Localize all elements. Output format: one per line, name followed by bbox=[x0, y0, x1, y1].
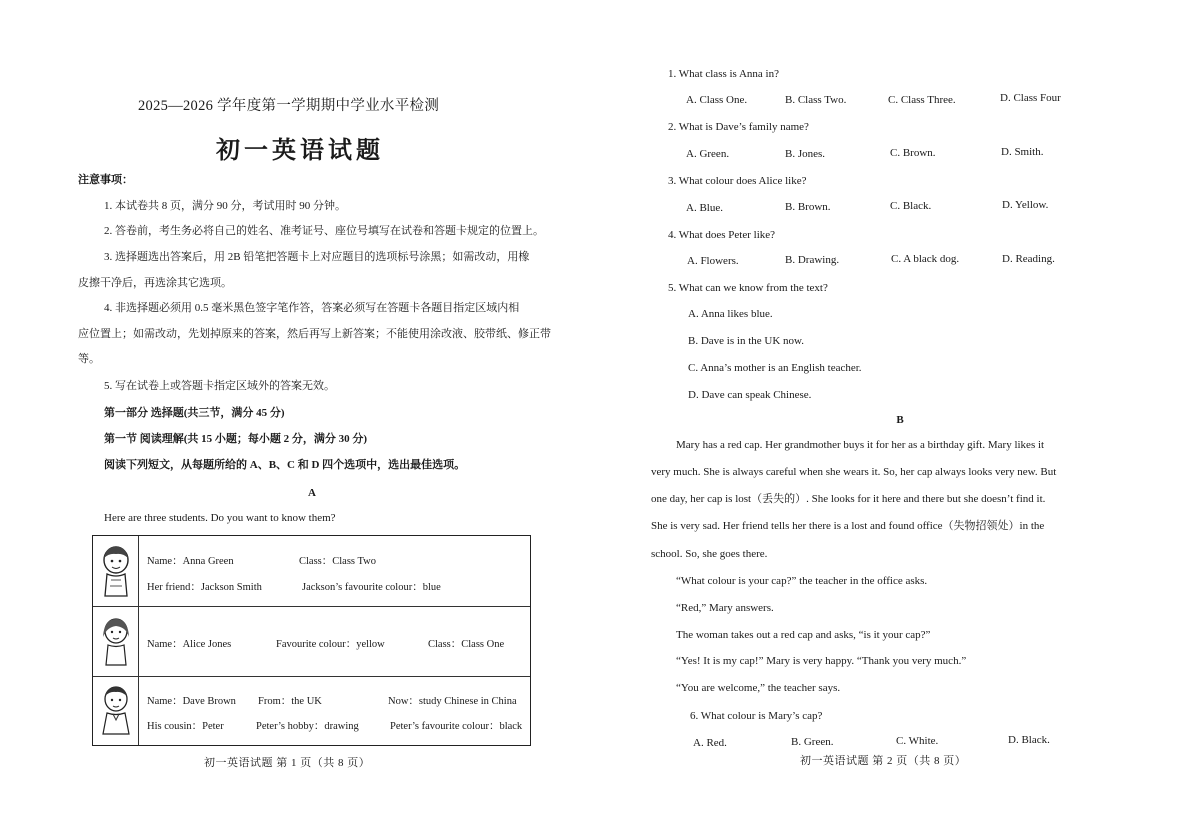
q2-option-c: C. Brown. bbox=[890, 147, 936, 159]
notes-heading: 注意事项： bbox=[78, 174, 133, 186]
note-2: 2. 答卷前，考生务必将自己的姓名、准考证号、座位号填写在试卷和答题卡规定的位置上。 bbox=[104, 225, 544, 237]
peter-hobby: Peter’s hobby：drawing bbox=[256, 721, 359, 732]
passage-b-line: The woman takes out a red cap and asks, “is it your cap?” bbox=[676, 629, 931, 641]
alice-name: Name：Alice Jones bbox=[147, 639, 232, 650]
anna-name: Name：Anna Green bbox=[147, 556, 234, 567]
anna-friend: Her friend：Jackson Smith bbox=[147, 582, 262, 593]
note-4-cont: 应位置上；如需改动，先划掉原来的答案，然后再写上新答案；不能使用涂改液、胶带纸、修正带 bbox=[78, 328, 551, 340]
q4-option-a: A. Flowers. bbox=[687, 255, 739, 267]
q3-option-a: A. Blue. bbox=[686, 202, 723, 214]
passage-b-line: “You are welcome,” the teacher says. bbox=[676, 682, 841, 694]
question-2: 2. What is Dave’s family name? bbox=[668, 121, 809, 133]
exam-title: 初一英语试题 bbox=[216, 135, 384, 164]
q3-option-c: C. Black. bbox=[890, 200, 932, 212]
passage-a-intro: Here are three students. Do you want to know them? bbox=[104, 512, 336, 524]
question-4: 4. What does Peter like? bbox=[668, 229, 776, 241]
q6-option-d: D. Black. bbox=[1008, 734, 1050, 746]
q5-option-b: B. Dave is in the UK now. bbox=[688, 335, 804, 347]
instructions: 阅读下列短文，从每题所给的 A、B、C 和 D 四个选项中，选出最佳选项。 bbox=[104, 459, 466, 471]
q5-option-a: A. Anna likes blue. bbox=[688, 308, 773, 320]
dave-from: From：the UK bbox=[258, 696, 322, 707]
jackson-colour: Jackson’s favourite colour：blue bbox=[302, 582, 441, 593]
q1-option-a: A. Class One. bbox=[686, 94, 748, 106]
note-3: 3. 选择题选出答案后，用 2B 铅笔把答题卡上对应题目的选项标号涂黑；如需改动，用橡 bbox=[104, 251, 530, 263]
note-3-cont: 皮擦干净后，再选涂其它选项。 bbox=[78, 277, 232, 289]
table-row bbox=[93, 677, 530, 745]
q3-option-b: B. Brown. bbox=[785, 201, 831, 213]
passage-b-line: “Yes! It is my cap!” Mary is very happy. “Thank you very much.” bbox=[676, 655, 967, 667]
q2-option-b: B. Jones. bbox=[785, 148, 826, 160]
passage-b-line: “What colour is your cap?” the teacher in the office asks. bbox=[676, 575, 928, 587]
student-portrait-cell bbox=[93, 607, 139, 676]
boy-portrait-icon bbox=[99, 684, 133, 738]
question-1: 1. What class is Anna in? bbox=[668, 68, 779, 80]
q2-option-a: A. Green. bbox=[686, 148, 730, 160]
passage-b-label: B bbox=[896, 414, 904, 426]
q1-option-b: B. Class Two. bbox=[785, 94, 847, 106]
student-info-table bbox=[92, 535, 531, 746]
passage-b-line: one day, her cap is lost（丢失的）. She looks for it here and there but she doesn’t find it. bbox=[651, 493, 1046, 505]
q4-option-b: B. Drawing. bbox=[785, 254, 840, 266]
page-footer-2: 初一英语试题 第 2 页（共 8 页） bbox=[800, 755, 967, 767]
anna-class: Class：Class Two bbox=[299, 556, 376, 567]
alice-colour: Favourite colour：yellow bbox=[276, 639, 385, 650]
dave-now: Now：study Chinese in China bbox=[388, 696, 517, 707]
q6-option-b: B. Green. bbox=[791, 736, 834, 748]
q4-option-c: C. A black dog. bbox=[891, 253, 960, 265]
note-5: 5. 写在试卷上或答题卡指定区域外的答案无效。 bbox=[104, 380, 335, 392]
student-portrait-cell bbox=[93, 536, 139, 606]
q6-option-a: A. Red. bbox=[693, 737, 727, 749]
part-one-heading: 第一部分 选择题(共三节，满分 45 分) bbox=[104, 407, 285, 419]
alice-class: Class：Class One bbox=[428, 639, 505, 650]
note-4-end: 等。 bbox=[78, 353, 100, 365]
q5-option-d: D. Dave can speak Chinese. bbox=[688, 389, 812, 401]
passage-b-line: school. So, she goes there. bbox=[651, 548, 768, 560]
note-1: 1. 本试卷共 8 页，满分 90 分，考试用时 90 分钟。 bbox=[104, 200, 346, 212]
q2-option-d: D. Smith. bbox=[1001, 146, 1044, 158]
q4-option-d: D. Reading. bbox=[1002, 253, 1055, 265]
q3-option-d: D. Yellow. bbox=[1002, 199, 1049, 211]
q1-option-d: D. Class Four bbox=[1000, 92, 1061, 104]
passage-b-line: “Red,” Mary answers. bbox=[676, 602, 774, 614]
question-6: 6. What colour is Mary’s cap? bbox=[690, 710, 823, 722]
passage-b-line: She is very sad. Her friend tells her there is a lost and found office（失物招领处）in the bbox=[651, 520, 1045, 532]
right-page bbox=[600, 0, 1200, 820]
dave-name: Name：Dave Brown bbox=[147, 696, 236, 707]
q1-option-c: C. Class Three. bbox=[888, 94, 956, 106]
question-5: 5. What can we know from the text? bbox=[668, 282, 828, 294]
student-portrait-cell bbox=[93, 677, 139, 745]
q5-option-c: C. Anna’s mother is an English teacher. bbox=[688, 362, 862, 374]
dave-cousin: His cousin：Peter bbox=[147, 721, 224, 732]
passage-b-line: very much. She is always careful when she wears it. So, her cap always looks very new. But bbox=[651, 466, 1057, 478]
girl-portrait-icon bbox=[99, 615, 133, 669]
section-one-heading: 第一节 阅读理解(共 15 小题；每小题 2 分，满分 30 分) bbox=[104, 433, 368, 445]
exam-header: 2025—2026 学年度第一学期期中学业水平检测 bbox=[138, 98, 440, 114]
note-4: 4. 非选择题必须用 0.5 毫米黑色签字笔作答，答案必须写在答题卡各题目指定区域内相 bbox=[104, 302, 520, 314]
passage-a-label: A bbox=[308, 487, 316, 499]
passage-b-line: Mary has a red cap. Her grandmother buys it for her as a birthday gift. Mary likes it bbox=[676, 439, 1045, 451]
girl-portrait-icon bbox=[99, 544, 133, 598]
peter-colour: Peter’s favourite colour：black bbox=[390, 721, 523, 732]
table-row bbox=[93, 607, 530, 677]
page-footer-1: 初一英语试题 第 1 页（共 8 页） bbox=[204, 757, 371, 769]
table-row bbox=[93, 536, 530, 607]
question-3: 3. What colour does Alice like? bbox=[668, 175, 807, 187]
q6-option-c: C. White. bbox=[896, 735, 939, 747]
